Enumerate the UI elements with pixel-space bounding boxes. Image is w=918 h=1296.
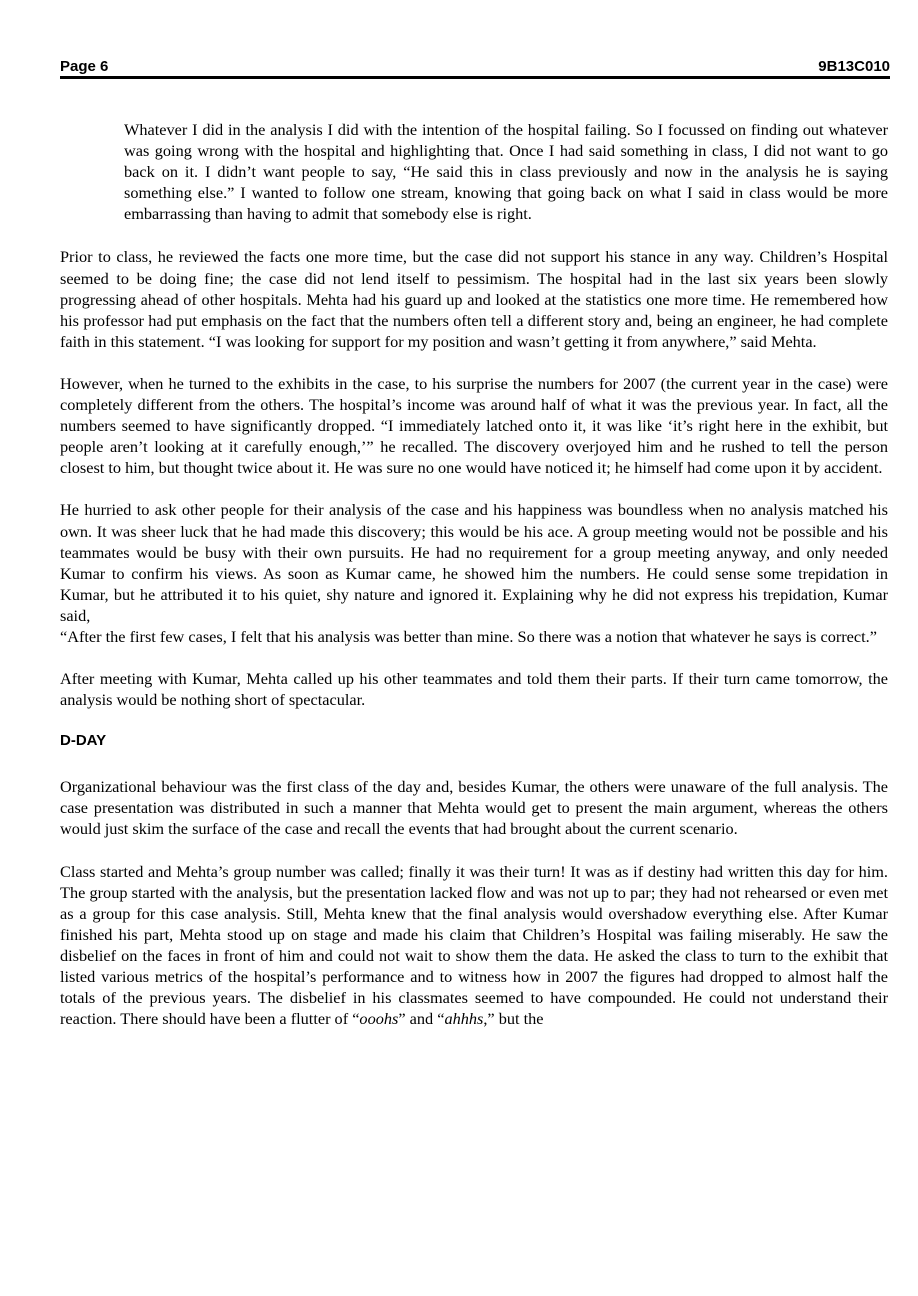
paragraph-text: ,” but the [483, 1009, 544, 1029]
paragraph [60, 499, 888, 647]
italic-word: ooohs [359, 1009, 399, 1029]
paragraph [60, 861, 888, 1030]
paragraph: Prior to class, he reviewed the facts one more time, but the case did not support his stance in any way. Children’s Hospital seemed to be doing fine; the case did not lend itself to pessimism. The hospital had in the last six years been slowly progressing ahead of other hospitals. Mehta had his guard up and looked at the statistics one more time. He remembered how his professor had put emphasis on the fact that the numbers often tell a different story and, being an engineer, he had complete faith in this statement. “I was looking for support for my position and wasn’t getting it from anywhere,” said Mehta. [60, 247, 888, 351]
paragraph: Organizational behaviour was the first class of the day and, besides Kumar, the others were unaware of the full analysis. The case presentation was distributed in such a manner that Mehta would get to present the main argument, whereas the others would just skim the surface of the case and recall the events that had brought about the current scenario. [60, 777, 888, 839]
page-number: Page 6 [60, 58, 109, 75]
case-code: 9B13C010 [818, 58, 890, 75]
document-body [60, 119, 888, 1050]
paragraph-text: ” and “ [398, 1009, 445, 1029]
paragraph: However, when he turned to the exhibits in the case, to his surprise the numbers for 2007 (the current year in the case) were completely different from the others. The hospital’s income was around half of what it was the previous year. In fact, all the numbers seemed to have significantly dropped. “I immediately latched onto it, it was like ‘it’s right here in the exhibit, but people aren’t looking at it carefully enough,’” he recalled. The discovery overjoyed him and he rushed to tell the person closest to him, but thought twice about it. He was sure no one would have noticed it; he himself had come upon it by accident. [60, 373, 888, 478]
paragraph: After meeting with Kumar, Mehta called up his other teammates and told them their parts. If their turn came tomorrow, the analysis would be nothing short of spectacular. [60, 669, 888, 710]
italic-word: ahhhs [444, 1009, 484, 1029]
paragraph-text: Class started and Mehta’s group number was called; finally it was their turn! It was as if destiny had written this day for him. The group started with the analysis, but the presentation lacked flow and was not up to par; they had not rehearsed or even met as a group for this case analysis. Still, Mehta knew that the final analysis would overshadow everything else. After Kumar finished his part, Mehta stood up on stage and made his claim that Children’s Hospital was failing miserably. He saw the disbelief on the faces in front of him and could not wait to show them the data. He asked the class to turn to the exhibit that listed various metrics of the hospital’s performance and to witness how in 2007 the figures had dropped to almost half the totals of the previous years. The disbelief in his classmates seemed to have compounded. He could not understand their reaction. There should have been a flutter of “ [60, 861, 888, 1029]
kumar-quote: “After the first few cases, I felt that his analysis was better than mine. So there was a notion that whatever he says is correct.” [60, 626, 877, 646]
paragraph-text: He hurried to ask other people for their analysis of the case and his happiness was boundless when no analysis matched his own. It was sheer luck that he had made this discovery; this would be his ace. A group meeting would not be possible and his teammates would be busy with their own pursuits. He had no requirement for a group meeting anyway, and only needed Kumar to confirm his views. As soon as Kumar came, he showed him the numbers. He could sense some trepidation in Kumar, but he attributed it to his quiet, shy nature and ignored it. Explaining why he did not express his trepidation, Kumar said, [60, 500, 888, 625]
block-quote: Whatever I did in the analysis I did with the intention of the hospital failing. So I focussed on finding out whatever was going wrong with the hospital and highlighting that. Once I had said something in class, I did not want to go back on it. I didn’t want people to say, “He said this in class previously and now in the analysis he is saying something else.” I wanted to follow one stream, knowing that going back on what I said in class would be more embarrassing than having to admit that somebody else is right. [124, 120, 888, 224]
header-rule [60, 76, 890, 79]
section-heading: D-DAY [60, 732, 107, 750]
